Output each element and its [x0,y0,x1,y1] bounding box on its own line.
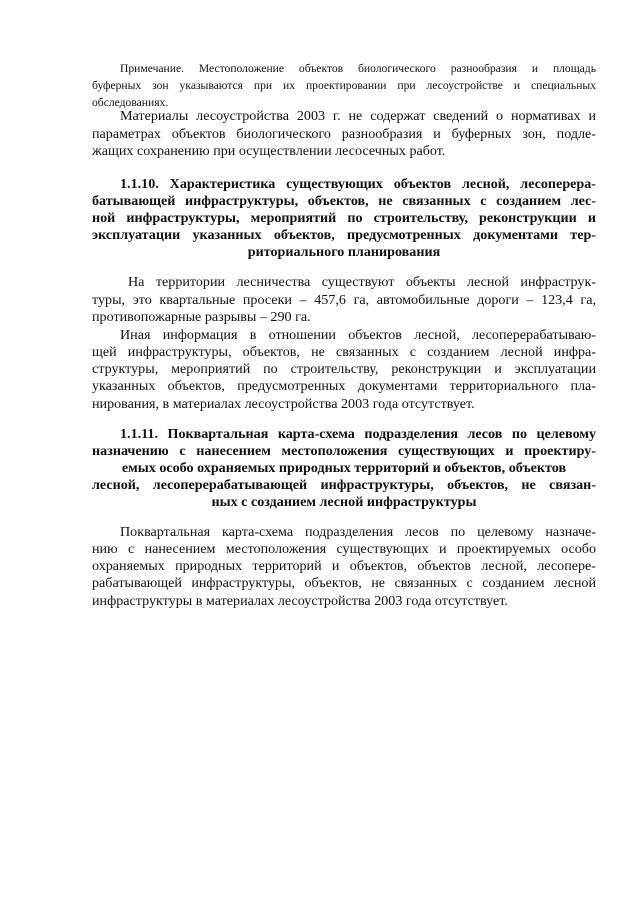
section-1-1-10-para-b-line-2: щей инфраструктуры, объектов, не связанных с созданием лесной инфра- [92,344,596,360]
para1-line-3: жащих сохранению при осуществлении лесосечных работ. [92,143,446,159]
para1-line-1: Материалы лесоустройства 2003 г. не содержат сведений о нормативах и [120,108,596,124]
section-1-1-11-para-line-2: нию с нанесением местоположения существующих и проектируемых особо [92,541,596,557]
section-1-1-11-para-line-1: Поквартальная карта-схема подразделения лесов по целевому назначе- [120,524,596,540]
section-1-1-11-para-line-4: рабатывающей инфраструктуры, объектов, не связанных с созданием лесной [92,575,596,591]
section-1-1-10-heading-line-2: батывающей инфраструктуры, объектов, не связанных с созданием лес- [92,193,596,209]
section-1-1-11-heading-line-2: назначению с нанесением местоположения существующих и проектиру- [92,443,596,459]
note-line-2: буферных зон указываются при их проектировании при лесоустройстве и специальных [92,79,596,92]
note-line-3: обследованиях. [92,96,169,109]
note-line-1: Примечание. Местоположение объектов биологического разнообразия и площадь [120,62,596,75]
section-1-1-10-para-a-line-3: противопожарные разрывы – 290 га. [92,309,311,325]
section-1-1-11-para-line-5: инфраструктуры в материалах лесоустройства 2003 года отсутствует. [92,593,508,609]
section-1-1-10-para-a-line-2: туры, это квартальные просеки – 457,6 га, автомобильные дороги – 123,4 га, [92,292,596,308]
para1-line-2: параметрах объектов биологического разнообразия и буферных зон, подле- [92,126,596,142]
section-1-1-11-heading-line-5: ных с созданием лесной инфраструктуры [211,494,477,510]
section-1-1-11-heading-line-1: 1.1.11. Поквартальная карта-схема подразделения лесов по целевому [120,426,596,442]
section-1-1-10-para-b-line-4: указанных объектов, предусмотренных документами территориального пла- [92,378,596,394]
section-1-1-10-heading-line-5: риториального планирования [247,244,441,260]
section-1-1-10-heading-line-1: 1.1.10. Характеристика существующих объектов лесной, лесоперера- [120,176,596,192]
section-1-1-11-heading-line-4: лесной, лесоперерабатывающей инфраструктуры, объектов, не связан- [92,477,596,493]
section-1-1-10-para-a-line-1: На территории лесничества существуют объекты лесной инфраструк- [128,274,596,290]
section-1-1-10-heading-line-3: ной инфраструктуры, мероприятий по строительству, реконструкции и [92,210,596,226]
section-1-1-10-para-b-line-3: структуры, мероприятий по строительству, реконструкции и эксплуатации [92,361,596,377]
section-1-1-10-para-b-line-1: Иная информация в отношении объектов лесной, лесоперерабатываю- [120,327,596,343]
section-1-1-10-heading-line-4: эксплуатации указанных объектов, предусмотренных документами тер- [92,227,596,243]
section-1-1-11-heading-line-3: емых особо охраняемых природных территорий и объектов, объектов [121,460,567,476]
section-1-1-10-para-b-line-5: нирования, в материалах лесоустройства 2003 года отсутствует. [92,396,475,412]
section-1-1-11-para-line-3: охраняемых природных территорий и объектов, объектов лесной, лесопере- [92,558,596,574]
